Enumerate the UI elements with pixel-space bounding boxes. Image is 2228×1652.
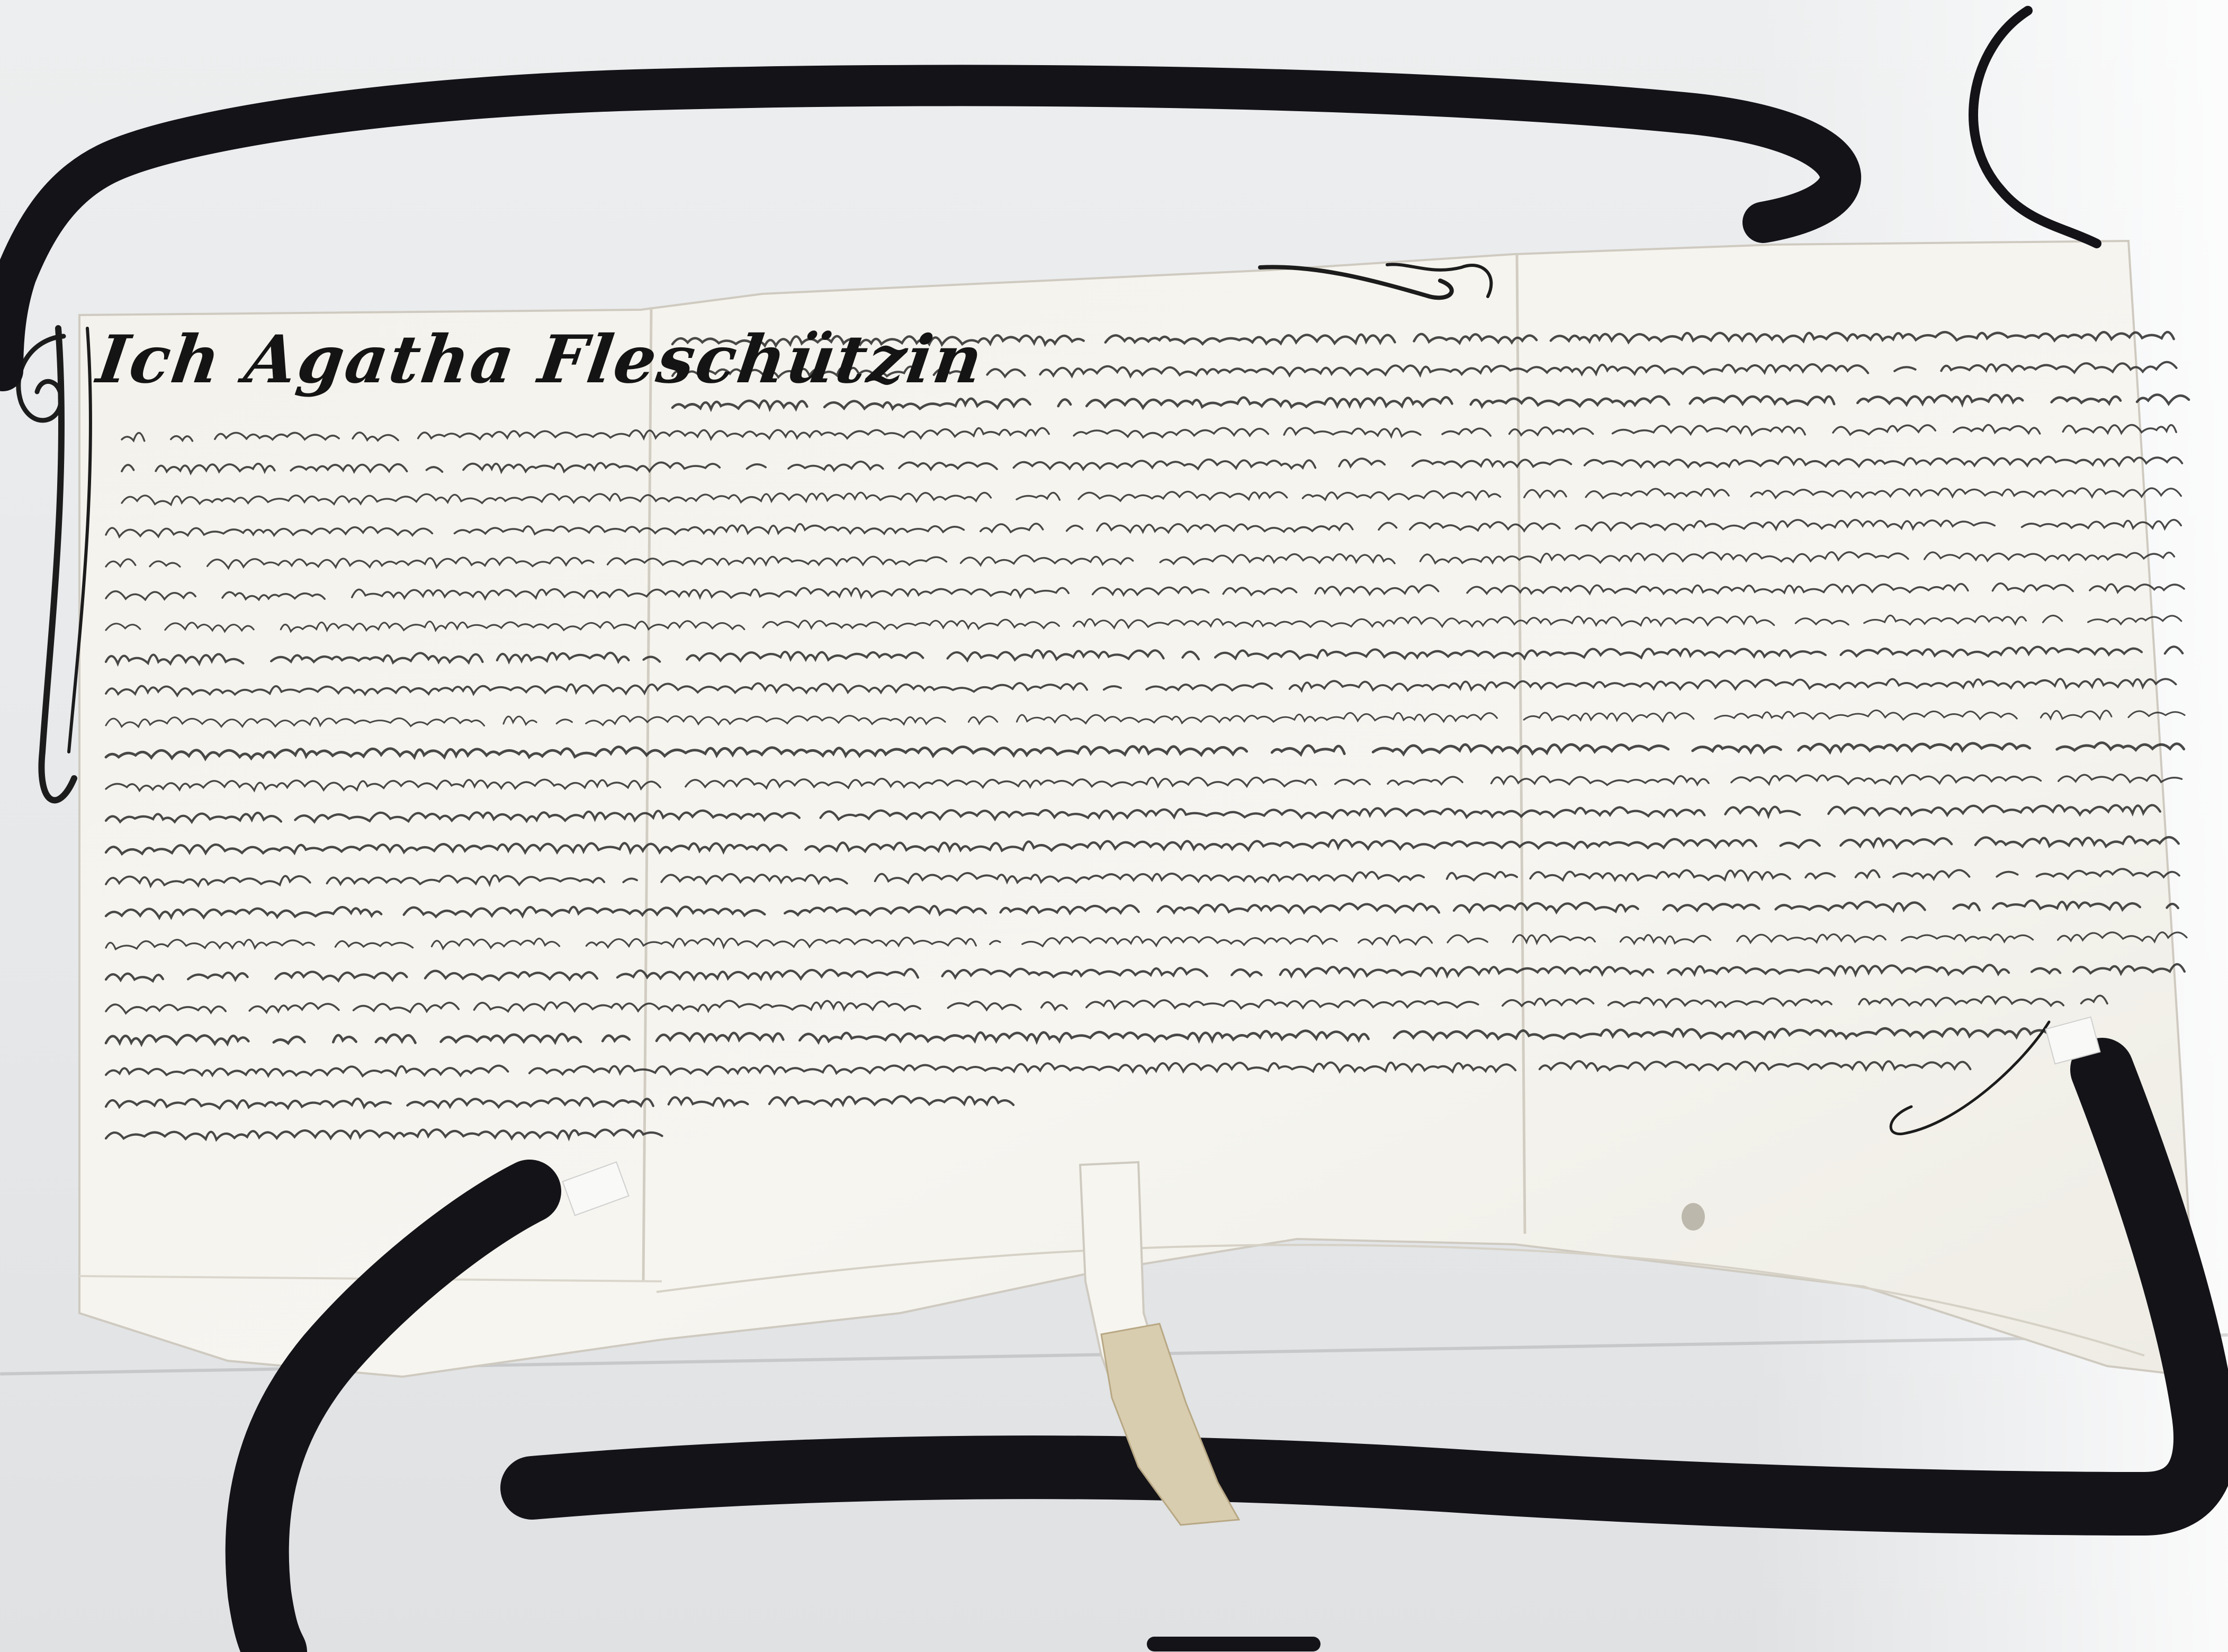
- cord-top: [3, 85, 1840, 371]
- cord-thin: [1973, 11, 2097, 244]
- document-heading: Ich Agatha Fleschützin: [92, 321, 989, 398]
- cord-lower-left: [257, 1191, 529, 1652]
- cord-bottom: [532, 1070, 2205, 1504]
